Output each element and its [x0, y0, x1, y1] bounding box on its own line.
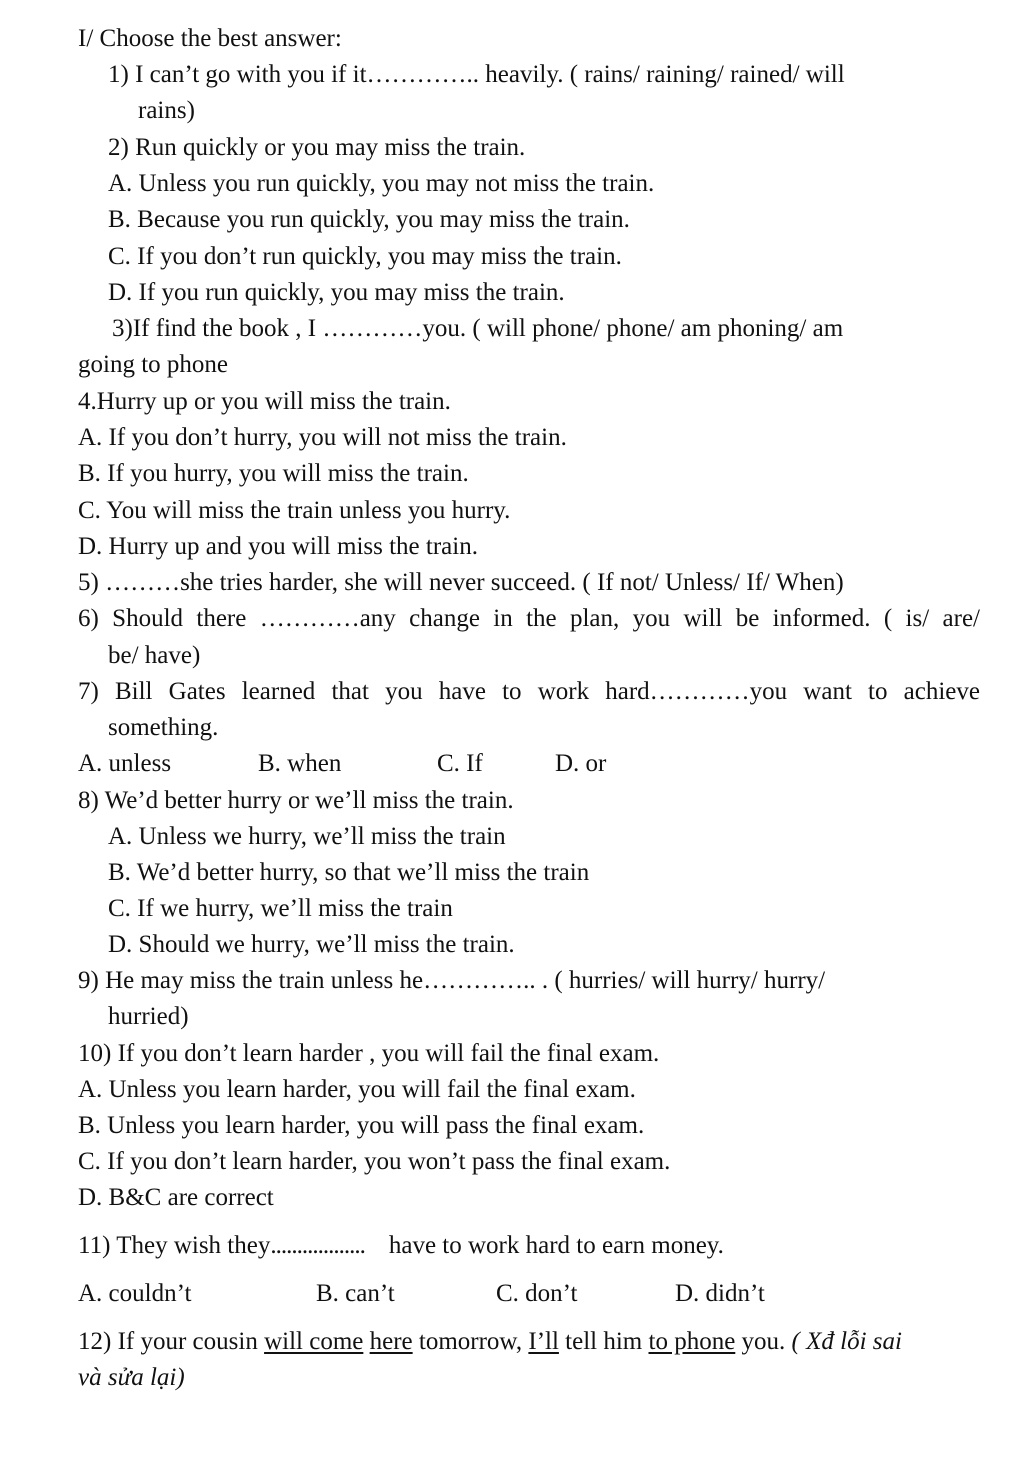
q2-option-c: C. If you don’t run quickly, you may miss the train. [108, 243, 622, 270]
q12-underlined-will-come: will come [264, 1328, 364, 1355]
q9-line-2: hurried) [108, 1003, 189, 1030]
q2-option-d: D. If you run quickly, you may miss the train. [108, 279, 565, 306]
q1-line-1: 1) I can’t go with you if it………….. heavily. ( rains/ raining/ rained/ will [108, 61, 845, 88]
q5-line: 5) ………she tries harder, she will never succeed. ( If not/ Unless/ If/ When) [78, 569, 844, 596]
q3-line-2: going to phone [78, 351, 228, 378]
q10-stem: 10) If you don’t learn harder , you will fail the final exam. [78, 1040, 660, 1067]
q10-option-d: D. B&C are correct [78, 1184, 274, 1211]
q2-stem: 2) Run quickly or you may miss the train. [108, 134, 526, 161]
q11-stem [78, 1228, 724, 1264]
q8-option-b: B. We’d better hurry, so that we’ll miss the train [108, 859, 590, 886]
q12-part-1: 12) If your cousin [78, 1328, 265, 1355]
q11-option-d: D. didn’t [675, 1280, 765, 1307]
q10-option-c: C. If you don’t learn harder, you won’t pass the final exam. [78, 1148, 671, 1175]
q8-option-d: D. Should we hurry, we’ll miss the train. [108, 931, 515, 958]
q12-line-1 [78, 1324, 902, 1360]
q1-line-2: rains) [138, 97, 195, 124]
q8-option-c: C. If we hurry, we’ll miss the train [108, 895, 453, 922]
q12-part-5: tomorrow, [412, 1328, 529, 1355]
q11-stem-start: 11) They wish they [78, 1232, 271, 1259]
q7-line-1: 7) Bill Gates learned that you have to work hard…………you want to achieve [78, 678, 980, 705]
q12-instruction-line-2: và sửa lại) [78, 1364, 185, 1391]
section-heading: I/ Choose the best answer: [78, 25, 342, 52]
q12-instruction: ( Xđ lỗi sai [791, 1328, 902, 1355]
q7-option-d: D. or [555, 750, 607, 777]
q11-option-b: B. can’t [316, 1280, 395, 1307]
q7-line-2: something. [108, 714, 219, 741]
q4-option-a: A. If you don’t hurry, you will not miss the train. [78, 424, 567, 451]
q10-option-b: B. Unless you learn harder, you will pass the final exam. [78, 1112, 645, 1139]
q12-part-7: tell him [558, 1328, 649, 1355]
q7-option-c: C. If [437, 750, 483, 777]
q12-part-9: you. [735, 1328, 792, 1355]
q11-option-c: C. don’t [496, 1280, 578, 1307]
q12-underlined-here: here [369, 1328, 413, 1355]
q12-underlined-to-phone: to phone [648, 1328, 736, 1355]
q12-underlined-ill: I’ll [528, 1328, 559, 1355]
q7-option-b: B. when [258, 750, 342, 777]
q2-option-b: B. Because you run quickly, you may miss the train. [108, 206, 630, 233]
q11-option-a: A. couldn’t [78, 1280, 192, 1307]
q4-option-c: C. You will miss the train unless you hurry. [78, 497, 511, 524]
q7-option-a: A. unless [78, 750, 172, 777]
q11-blank: .................. [270, 1232, 365, 1259]
q6-line-1: 6) Should there …………any change in the plan, you will be informed. ( is/ are/ [78, 605, 980, 632]
q2-option-a: A. Unless you run quickly, you may not miss the train. [108, 170, 655, 197]
q3-line-1: 3)If find the book , I …………you. ( will phone/ phone/ am phoning/ am [112, 315, 844, 342]
q8-option-a: A. Unless we hurry, we’ll miss the train [108, 823, 506, 850]
q4-option-d: D. Hurry up and you will miss the train. [78, 533, 478, 560]
q10-option-a: A. Unless you learn harder, you will fail the final exam. [78, 1076, 636, 1103]
q8-stem: 8) We’d better hurry or we’ll miss the train. [78, 787, 514, 814]
q9-line-1: 9) He may miss the train unless he………….. . ( hurries/ will hurry/ hurry/ [78, 967, 826, 994]
q4-option-b: B. If you hurry, you will miss the train. [78, 460, 469, 487]
q4-stem: 4.Hurry up or you will miss the train. [78, 388, 451, 415]
q11-stem-end: have to work hard to earn money. [388, 1232, 724, 1259]
q6-line-2: be/ have) [108, 642, 201, 669]
